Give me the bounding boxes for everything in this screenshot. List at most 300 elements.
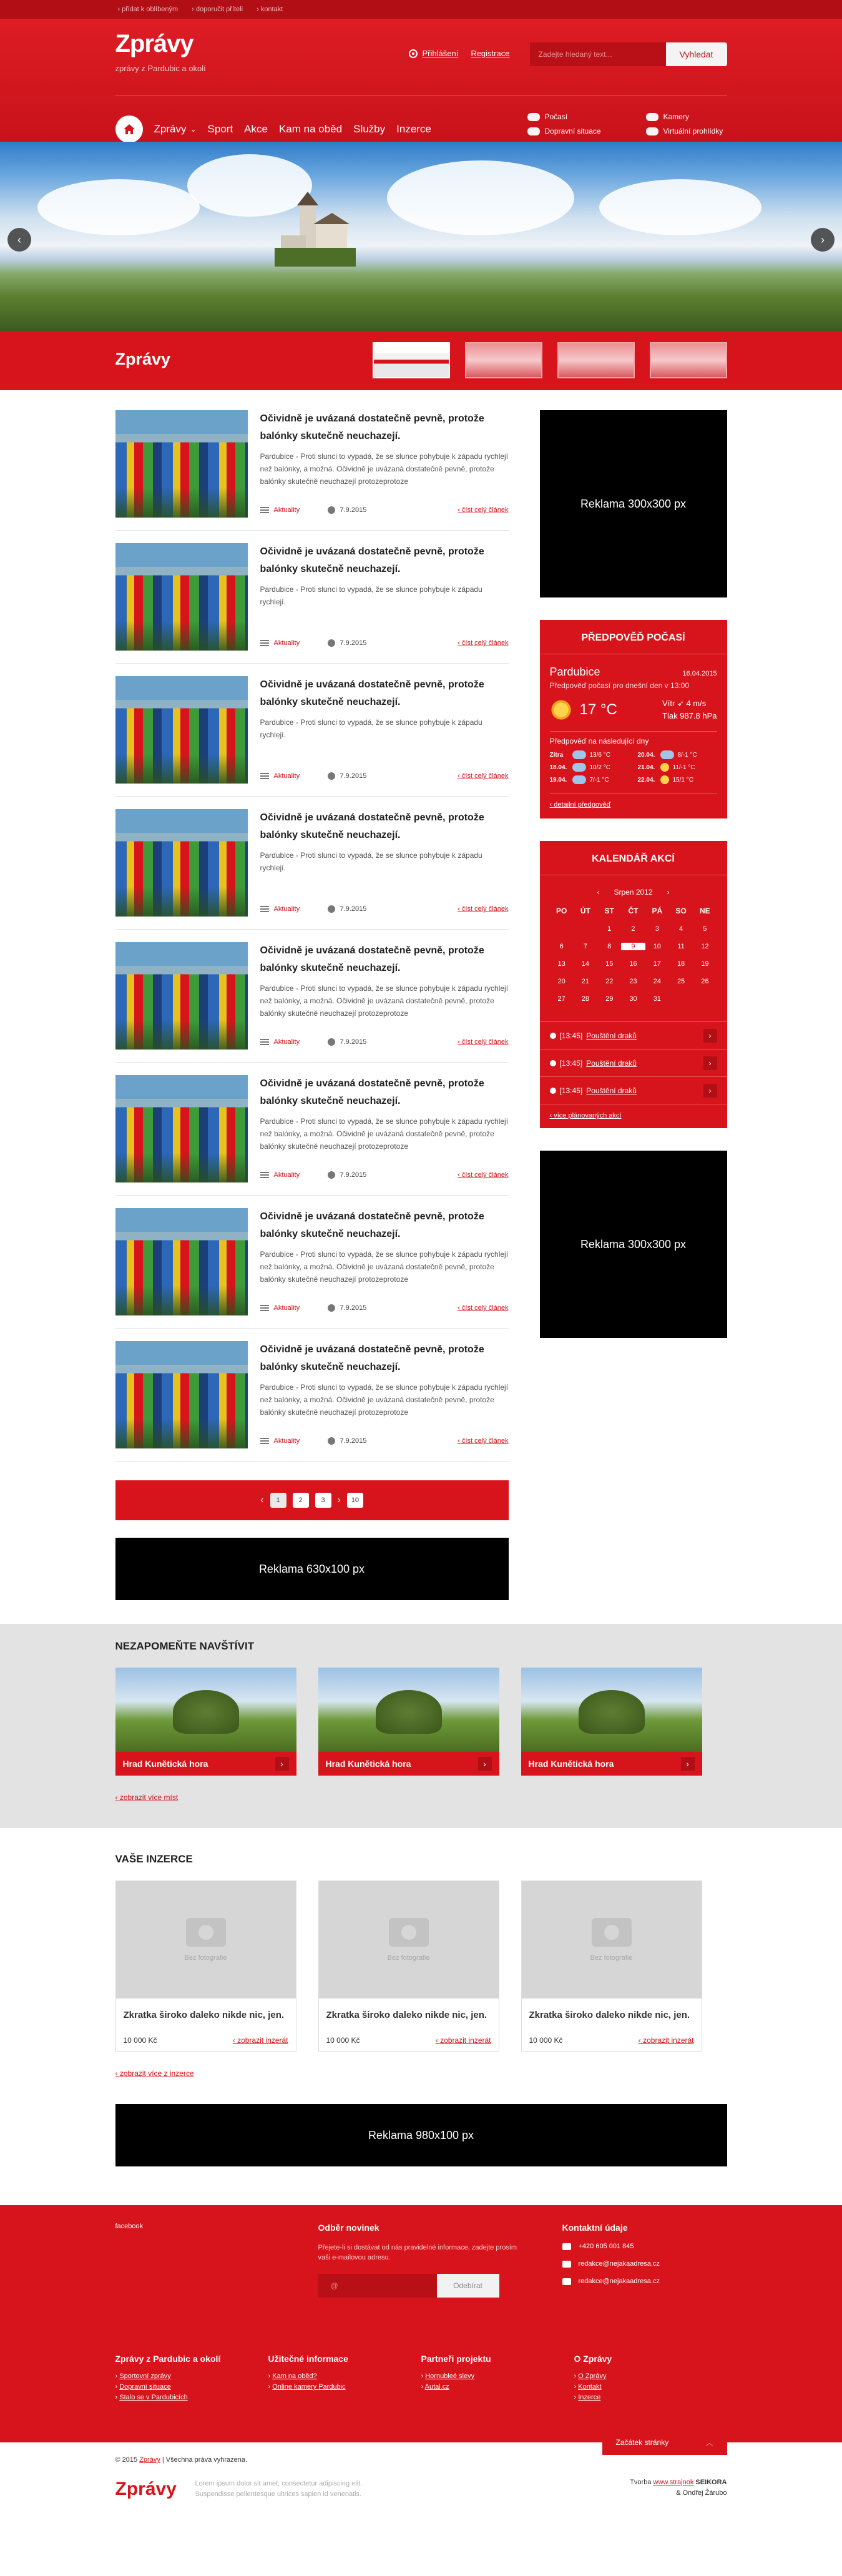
calendar-day[interactable]: 11	[677, 943, 685, 950]
credits-link[interactable]: www.strajnok	[653, 2479, 694, 2486]
copyright-bar	[0, 2438, 842, 2522]
wind-icon: ➶	[677, 699, 684, 708]
calendar-weekday: ST	[604, 907, 614, 915]
article-date	[328, 506, 367, 514]
top-strip	[0, 0, 842, 19]
footer-logo[interactable]: Zprávy	[115, 2479, 177, 2499]
article-item	[115, 1208, 509, 1315]
site-logo[interactable]: Zprávy	[115, 30, 193, 57]
event-time: [13:45]	[559, 1031, 583, 1040]
article-meta	[260, 1038, 509, 1046]
clock-icon	[328, 1171, 335, 1179]
article-title[interactable]: Očividně je uvázaná dostatečně pevně, protože balónky skutečně neuchazejí.	[260, 1078, 484, 1106]
quick-link-traffic[interactable]	[527, 127, 646, 135]
footer-link[interactable]	[115, 2392, 268, 2403]
chevron-right-icon[interactable]: ›	[703, 1056, 717, 1070]
phone-icon	[562, 2243, 571, 2250]
classified-title[interactable]: Zkratka široko daleko nikde nic, jen.	[529, 2010, 690, 2020]
camera-icon	[186, 1918, 226, 1947]
no-photo-label: Bez fotografie	[387, 1954, 430, 1962]
chevron-left-icon[interactable]: ‹	[260, 1495, 264, 1505]
mail-icon	[562, 2261, 571, 2268]
article-item	[115, 809, 509, 917]
page-link[interactable]: 2	[293, 1493, 309, 1508]
classified-card[interactable]	[115, 1880, 296, 2052]
footer-link-label: Autal.cz	[424, 2383, 449, 2391]
nav-item-inzerce[interactable]: Inzerce	[396, 123, 431, 135]
footer-link[interactable]	[421, 2371, 574, 2382]
calendar-empty-day	[574, 925, 597, 933]
place-image[interactable]	[521, 1668, 702, 1752]
place-title-bar[interactable]	[318, 1752, 499, 1776]
calendar-day[interactable]: 23	[629, 978, 637, 985]
list-icon	[260, 640, 269, 646]
article-date	[328, 1038, 367, 1046]
footer-link-label: Stalo se v Pardubicích	[119, 2394, 188, 2401]
slider-thumbnail[interactable]	[465, 342, 542, 378]
forecast-day	[550, 763, 629, 772]
more-classifieds-link[interactable]: ‹ zobrazit více z inzerce	[115, 2069, 194, 2078]
footer	[0, 2205, 842, 2442]
search-button[interactable]: Vyhledat	[666, 42, 727, 66]
nav-item-kam-na-obed[interactable]: Kam na oběd	[278, 123, 343, 135]
home-button[interactable]	[115, 116, 143, 143]
article-body	[260, 1208, 509, 1315]
list-icon	[260, 906, 269, 912]
top-link[interactable]: › kontakt	[257, 6, 283, 13]
view-classified-link[interactable]: ‹ zobrazit inzerát	[232, 2036, 288, 2045]
contact-email[interactable]: redakce@nejakaadresa.cz	[578, 2278, 660, 2285]
camera-icon	[592, 1918, 632, 1947]
event-time: [13:45]	[559, 1086, 583, 1095]
read-more-label: číst celý článek	[461, 639, 509, 647]
forecast-day-temp: 7/-1 °C	[589, 776, 609, 784]
article-row	[115, 930, 509, 1063]
weather-widget	[540, 620, 727, 819]
pressure-value: Tlak 987.8 hPa	[662, 711, 717, 720]
calendar-next-button[interactable]: ›	[667, 888, 670, 897]
article-image[interactable]	[115, 410, 248, 518]
more-places-link[interactable]: ‹ zobrazit více míst	[115, 1793, 179, 1802]
article-date-label: 7.9.2015	[340, 506, 367, 514]
article-category[interactable]	[260, 1038, 328, 1046]
event-item[interactable]	[540, 1049, 727, 1076]
article-row	[115, 410, 509, 531]
article-date	[328, 1304, 367, 1312]
article-body	[260, 809, 509, 917]
chevron-right-icon[interactable]: ›	[478, 1757, 492, 1771]
no-photo-label: Bez fotografie	[184, 1954, 227, 1962]
user-icon	[409, 49, 418, 58]
article-excerpt: Pardubice - Proti slunci to vypadá, že se slunce pohybuje k západu rychlejí než balónky, a možná. Očividně je uvázaná dostatečně pevně, protože balónky skutečně neuchazejí protozeprotoze	[260, 452, 509, 486]
footer-link-list	[421, 2371, 574, 2392]
classified-body	[319, 1998, 499, 2051]
footer-link[interactable]	[574, 2382, 727, 2392]
article-category-label: Aktuality	[273, 1437, 300, 1445]
article-category[interactable]	[260, 639, 328, 647]
page-link[interactable]: 1	[270, 1493, 286, 1508]
register-link[interactable]: Registrace	[471, 49, 510, 58]
place-title-bar[interactable]	[521, 1752, 702, 1776]
article-row	[115, 531, 509, 664]
ad-banner-980[interactable]: Reklama 980x100 px	[115, 2104, 727, 2166]
footer-link-label: Kam na oběd?	[272, 2372, 317, 2380]
user-links	[409, 49, 510, 58]
ad-banner-300[interactable]: Reklama 300x300 px	[540, 410, 727, 597]
calendar-day[interactable]: 2	[631, 925, 635, 933]
event-time: [13:45]	[559, 1058, 583, 1068]
calendar-day[interactable]: 21	[581, 978, 590, 985]
credits	[630, 2477, 727, 2499]
cloud-shape	[599, 179, 761, 235]
article-meta	[260, 1437, 509, 1445]
article-excerpt: Pardubice - Proti slunci to vypadá, že se slunce pohybuje k západu rychlejí.	[260, 718, 482, 739]
quick-link-cameras[interactable]	[646, 112, 733, 121]
chevron-right-icon: ›	[821, 233, 825, 246]
forecast-day-name: 18.04.	[549, 764, 567, 771]
forecast-day-temp: 11/-1 °C	[672, 764, 695, 771]
article-date	[328, 772, 367, 780]
calendar-day[interactable]: 12	[701, 943, 709, 950]
nav-item-akce[interactable]: Akce	[244, 123, 268, 135]
calendar-day[interactable]: 27	[557, 995, 565, 1003]
weather-date: 16.04.2015	[682, 670, 717, 677]
forecast-day-name: 20.04.	[637, 751, 655, 759]
article-category-label: Aktuality	[273, 1171, 300, 1179]
main-content	[0, 390, 842, 1600]
article-category-label: Aktuality	[273, 905, 300, 913]
article-image[interactable]	[115, 1208, 248, 1315]
article-category[interactable]	[260, 905, 328, 913]
slider-thumbnail[interactable]	[373, 342, 450, 378]
quick-label: Virtuální prohlídky	[663, 127, 723, 135]
read-more-link[interactable]: ‹ číst celý článek	[458, 1038, 509, 1046]
ad-banner-300[interactable]: Reklama 300x300 px	[540, 1151, 727, 1338]
read-more-link[interactable]: ‹ číst celý článek	[458, 1437, 509, 1445]
article-meta	[260, 1304, 509, 1312]
footer-description-line: Lorem ipsum dolor sit amet, consectetur adipiscing elit.	[195, 2480, 363, 2487]
slider-thumbnail[interactable]	[650, 342, 727, 378]
section-title-bar	[0, 331, 842, 390]
footer-link-label: Hornubleé slevy	[425, 2372, 475, 2380]
footer-link[interactable]	[574, 2371, 727, 2382]
place-title: Hrad Kunětická hora	[528, 1759, 614, 1769]
calendar-day[interactable]: 1	[607, 925, 612, 933]
calendar-weekday: PÁ	[652, 907, 663, 915]
place-card[interactable]	[521, 1668, 702, 1776]
article-body	[260, 1075, 509, 1182]
wind-label: Vítr	[662, 699, 675, 708]
read-more-link[interactable]: ‹ číst celý článek	[458, 1171, 509, 1179]
event-name-link[interactable]: Pouštění draků	[586, 1031, 637, 1040]
article-title[interactable]: Očividně je uvázaná dostatečně pevně, protože balónky skutečně neuchazejí.	[260, 1344, 484, 1372]
list-icon	[260, 1039, 269, 1045]
article-image[interactable]	[115, 942, 248, 1050]
read-more-link[interactable]: ‹ číst celý článek	[458, 506, 509, 514]
read-more-link[interactable]: ‹ číst celý článek	[458, 639, 509, 647]
article-excerpt: Pardubice - Proti slunci to vypadá, že se slunce pohybuje k západu rychlejí než balónky, a možná. Očividně je uvázaná dostatečně pevně, protože balónky skutečně neuchazejí protozeprotoze	[260, 1383, 509, 1417]
calendar-day[interactable]: 19	[701, 960, 709, 968]
footer-link-label: Dopravní situace	[119, 2383, 171, 2391]
classified-price: 10 000 Kč	[123, 2036, 157, 2045]
top-link[interactable]: › přidat k oblíbeným	[118, 6, 179, 13]
footer-link[interactable]	[268, 2382, 421, 2392]
calendar-weekday: SO	[675, 907, 687, 915]
article-title[interactable]: Očividně je uvázaná dostatečně pevně, protože balónky skutečně neuchazejí.	[260, 945, 484, 973]
facebook-box[interactable]: facebook	[115, 2223, 144, 2230]
place-image[interactable]	[115, 1668, 296, 1752]
article-category-label: Aktuality	[273, 639, 300, 647]
article-category[interactable]	[260, 506, 328, 514]
clock-icon	[328, 1437, 335, 1445]
login-label: Přihlášení	[422, 49, 459, 58]
login-link[interactable]	[409, 49, 459, 58]
chevron-right-icon[interactable]: ›	[703, 1084, 717, 1098]
footer-column-title: Zprávy z Pardubic a okolí	[115, 2354, 221, 2364]
forecast-day-temp: 13/6 °C	[589, 751, 610, 759]
read-more-link[interactable]: ‹ číst celý článek	[458, 1304, 509, 1312]
classified-title[interactable]: Zkratka široko daleko nikde nic, jen.	[123, 2010, 285, 2020]
clock-icon	[328, 1304, 335, 1312]
contact-info	[521, 2223, 660, 2354]
cloud-icon	[572, 750, 586, 759]
clock-icon	[550, 1088, 556, 1094]
article-category[interactable]	[260, 1437, 328, 1445]
article-title[interactable]: Očividně je uvázaná dostatečně pevně, protože balónky skutečně neuchazejí.	[260, 812, 484, 840]
read-more-label: číst celý článek	[461, 506, 509, 514]
calendar-day[interactable]: 4	[679, 925, 683, 933]
sun-icon	[550, 699, 572, 721]
footer-description-line: Suspendisse pellentesque ultrices sapien id venenatis.	[195, 2490, 362, 2498]
newsletter-email-input[interactable]	[318, 2274, 437, 2298]
classified-price: 10 000 Kč	[326, 2036, 360, 2045]
contact-email[interactable]: redakce@nejakaadresa.cz	[578, 2260, 660, 2268]
article-image[interactable]	[115, 1341, 248, 1448]
calendar-day[interactable]: 30	[629, 995, 637, 1003]
classified-image-placeholder	[522, 1881, 702, 1998]
more-classifieds-label: zobrazit více z inzerce	[119, 2069, 194, 2078]
place-title-bar[interactable]	[115, 1752, 296, 1776]
article-body	[260, 1341, 509, 1448]
footer-link-label: Kontakt	[578, 2383, 602, 2391]
calendar-day[interactable]: 9	[621, 943, 645, 950]
hero-slider	[0, 142, 842, 331]
calendar-day[interactable]: 7	[583, 943, 587, 950]
calendar-day[interactable]: 8	[607, 943, 612, 950]
top-link[interactable]: › doporučit příteli	[192, 6, 243, 13]
article-list	[115, 410, 509, 1600]
copyright-link[interactable]: Zprávy	[139, 2456, 160, 2464]
article-category[interactable]	[260, 772, 328, 780]
classified-title[interactable]: Zkratka široko daleko nikde nic, jen.	[326, 2010, 487, 2020]
calendar-day[interactable]: 15	[605, 960, 614, 968]
search-input[interactable]	[530, 42, 666, 66]
calendar-day[interactable]: 16	[629, 960, 637, 968]
article-meta	[260, 1171, 509, 1179]
quick-link-weather[interactable]	[527, 112, 646, 121]
calendar-day[interactable]: 24	[653, 978, 661, 985]
page-link[interactable]: 3	[315, 1493, 331, 1508]
article-title[interactable]: Očividně je uvázaná dostatečně pevně, protože balónky skutečně neuchazejí.	[260, 679, 484, 707]
read-more-label: číst celý článek	[461, 772, 509, 780]
weather-temperature: 17 °C	[579, 701, 617, 718]
article-image[interactable]	[115, 809, 248, 917]
footer-link-label: Online kamery Pardubic	[272, 2383, 346, 2391]
article-image[interactable]	[115, 1075, 248, 1182]
calendar-day[interactable]: 31	[653, 995, 661, 1003]
truck-icon	[527, 127, 540, 135]
calendar-prev-button[interactable]: ‹	[597, 888, 600, 897]
credits-author: & Ondřej Žárubo	[676, 2489, 727, 2497]
article-row	[115, 1329, 509, 1462]
calendar-day[interactable]: 29	[605, 995, 614, 1003]
article-image[interactable]	[115, 676, 248, 784]
calendar-day[interactable]: 28	[581, 995, 590, 1003]
article-row	[115, 1063, 509, 1196]
read-more-link[interactable]: ‹ číst celý článek	[458, 772, 509, 780]
footer-link[interactable]	[115, 2371, 268, 2382]
chevron-right-icon[interactable]: ›	[703, 1029, 717, 1043]
nav-item-sluzby[interactable]: Služby	[353, 123, 386, 135]
view-classified-label: zobrazit inzerát	[237, 2036, 288, 2045]
cloud-icon	[660, 750, 674, 759]
chevron-right-icon[interactable]: ›	[275, 1757, 289, 1771]
calendar-weekday: ČT	[628, 907, 639, 915]
article-category[interactable]	[260, 1171, 328, 1179]
forecast-day	[638, 750, 717, 759]
header	[0, 19, 842, 142]
page-link-last[interactable]: 10	[347, 1493, 363, 1508]
calendar-day[interactable]: 13	[557, 960, 565, 968]
event-name-link[interactable]: Pouštění draků	[586, 1086, 637, 1095]
article-title[interactable]: Očividně je uvázaná dostatečně pevně, protože balónky skutečně neuchazejí.	[260, 546, 484, 574]
article-category-label: Aktuality	[273, 772, 300, 780]
back-to-top-button[interactable]	[602, 2430, 727, 2455]
read-more-label: číst celý článek	[461, 905, 509, 913]
sun-icon	[660, 775, 669, 784]
clock-icon	[328, 905, 335, 913]
article-category[interactable]	[260, 1304, 328, 1312]
article-meta	[260, 772, 509, 780]
nav-item-sport[interactable]: Sport	[207, 123, 233, 135]
article-category-label: Aktuality	[273, 506, 300, 514]
classifieds-section	[0, 1828, 842, 2166]
footer-link[interactable]	[421, 2382, 574, 2392]
article-date	[328, 905, 367, 913]
article-item	[115, 1341, 509, 1448]
view-classified-link[interactable]: ‹ zobrazit inzerát	[435, 2036, 491, 2045]
classified-card[interactable]	[318, 1880, 499, 2052]
place-card[interactable]	[318, 1668, 499, 1776]
calendar-weekday: NE	[700, 907, 710, 915]
weather-heading: PŘEDPOVĚĎ POČASÍ	[540, 620, 727, 654]
calendar-day[interactable]: 20	[557, 978, 565, 985]
article-excerpt: Pardubice - Proti slunci to vypadá, že se slunce pohybuje k západu rychlejí než balónky, a možná. Očividně je uvázaná dostatečně pevně, protože balónky skutečně neuchazejí protozeprotoze	[260, 984, 509, 1018]
calendar-day[interactable]: 14	[581, 960, 590, 968]
list-icon	[260, 507, 269, 513]
calendar-heading: KALENDÁŘ AKCÍ	[540, 841, 727, 875]
forecast-day-name: 19.04.	[549, 776, 567, 784]
list-icon	[260, 1172, 269, 1178]
article-title[interactable]: Očividně je uvázaná dostatečně pevně, protože balónky skutečně neuchazejí.	[260, 413, 484, 441]
footer-link[interactable]	[574, 2392, 727, 2403]
copyright-year: © 2015	[115, 2456, 138, 2464]
newsletter-title: Odběr novinek	[318, 2223, 379, 2233]
article-body	[260, 410, 509, 518]
calendar-day[interactable]: 25	[677, 978, 685, 985]
calendar-empty-day	[550, 925, 574, 933]
back-to-top-label: Začátek stránky	[615, 2438, 669, 2447]
footer-link[interactable]	[115, 2382, 268, 2392]
slider-next-button[interactable]	[811, 228, 835, 252]
home-icon	[123, 124, 135, 135]
clock-icon	[328, 639, 335, 647]
nav-item-zpravy[interactable]	[154, 123, 197, 135]
weather-detail-link[interactable]: ‹ detailní předpověď	[550, 793, 717, 809]
footer-link-list	[268, 2371, 421, 2392]
calendar-day[interactable]: 3	[655, 925, 659, 933]
calendar-day[interactable]: 6	[559, 943, 564, 950]
no-photo-label: Bez fotografie	[590, 1954, 633, 1962]
article-image[interactable]	[115, 543, 248, 651]
calendar-day[interactable]: 10	[653, 943, 661, 950]
more-events-link[interactable]: ‹ více plánovaných akcí	[540, 1104, 727, 1128]
forecast-day	[638, 763, 717, 772]
search-box	[530, 42, 727, 66]
article-date-label: 7.9.2015	[340, 1437, 367, 1445]
calendar-day[interactable]: 22	[605, 978, 614, 985]
place-image[interactable]	[318, 1668, 499, 1752]
calendar-day[interactable]: 17	[653, 960, 661, 968]
slider-prev-button[interactable]	[7, 228, 31, 252]
event-name-link[interactable]: Pouštění draků	[586, 1058, 637, 1068]
footer-description	[195, 2479, 363, 2500]
ad-banner-630[interactable]: Reklama 630x100 px	[115, 1538, 509, 1600]
classified-card[interactable]	[521, 1880, 702, 2052]
calendar-day[interactable]: 5	[703, 925, 707, 933]
article-meta	[260, 506, 509, 514]
read-more-link[interactable]: ‹ číst celý článek	[458, 905, 509, 913]
footer-column-title: Užitečné informace	[268, 2354, 348, 2364]
article-row	[115, 1196, 509, 1329]
article-body	[260, 676, 509, 784]
sun-icon	[660, 763, 669, 772]
article-item	[115, 410, 509, 518]
newsletter-subscribe-button[interactable]: Odebírat	[437, 2274, 499, 2298]
calendar-day[interactable]: 26	[701, 978, 709, 985]
footer-column-title: O Zprávy	[574, 2354, 612, 2364]
article-title[interactable]: Očividně je uvázaná dostatečně pevně, protože balónky skutečně neuchazejí.	[260, 1211, 484, 1239]
quick-label: Dopravní situace	[544, 127, 601, 135]
chevron-right-icon[interactable]: ›	[337, 1495, 341, 1505]
calendar-day[interactable]: 18	[677, 960, 685, 968]
cloud-icon	[572, 763, 586, 772]
event-item[interactable]	[540, 1021, 727, 1049]
view-classified-link[interactable]: ‹ zobrazit inzerát	[638, 2036, 694, 2045]
chevron-right-icon[interactable]: ›	[681, 1757, 695, 1771]
footer-link-label: Inzerce	[578, 2394, 601, 2401]
forecast-day-name: 22.04.	[637, 776, 655, 784]
quick-link-virtual-tours[interactable]	[646, 127, 733, 135]
place-card[interactable]	[115, 1668, 296, 1776]
newsletter-text: Přejete-li si dostávat od nás pravidelné informace, zadejte prosím vaši e-mailovou adresu.	[318, 2244, 517, 2261]
footer-link-label: Sportovní zprávy	[119, 2372, 171, 2380]
slider-thumbnail[interactable]	[557, 342, 635, 378]
footer-link[interactable]	[268, 2371, 421, 2382]
classified-footer	[124, 2036, 288, 2045]
event-item[interactable]	[540, 1076, 727, 1104]
contact-phone: +420 605 001 845	[578, 2243, 634, 2250]
